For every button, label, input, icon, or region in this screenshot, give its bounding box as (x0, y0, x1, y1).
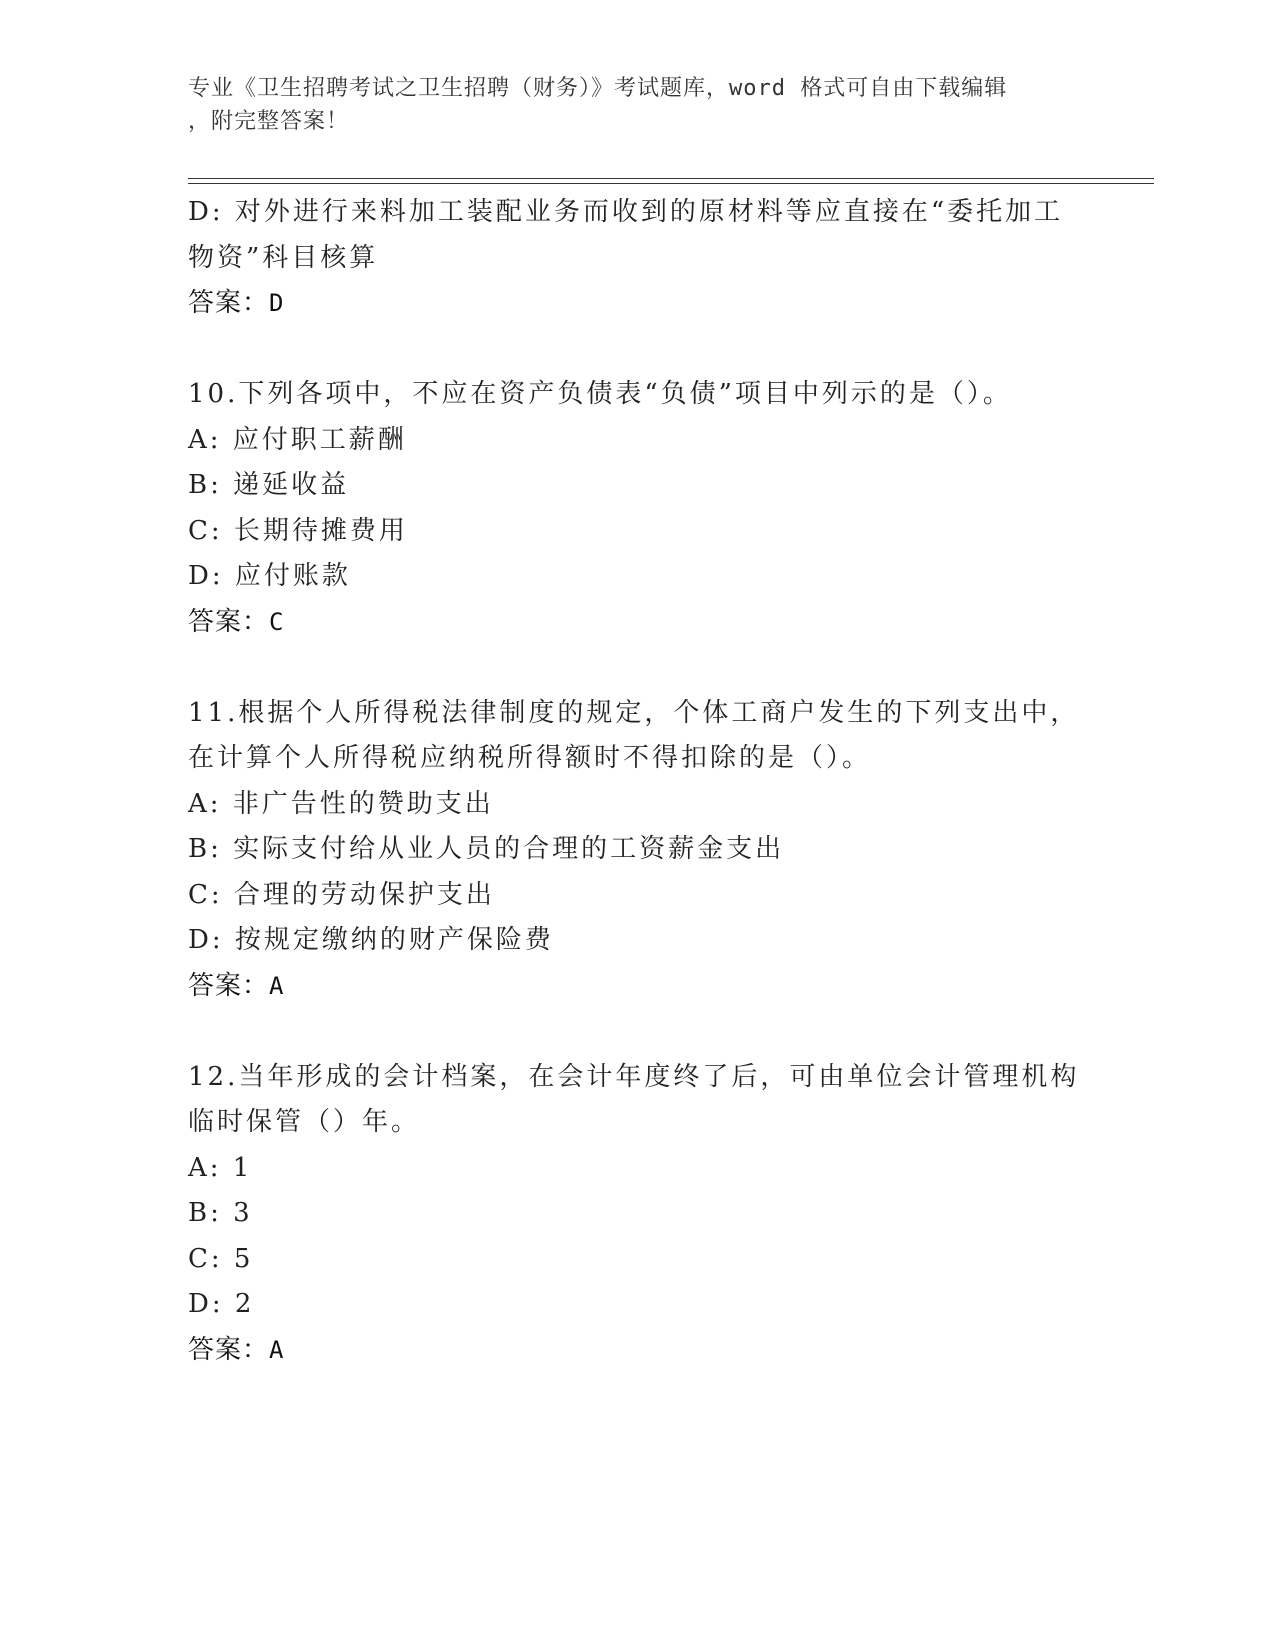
question-stem: 11.根据个人所得税法律制度的规定，个体工商户发生的下列支出中， (188, 697, 1080, 728)
option-text: 物资”科目核算 (188, 242, 379, 273)
question-block-12 (188, 1055, 1088, 1374)
option-c: C: 长期待摊费用 (188, 515, 408, 546)
option-b: B: 3 (188, 1198, 253, 1228)
option-d: D: 应付账款 (188, 561, 351, 591)
header-line-2: ，附完整答案！ (188, 109, 350, 134)
answer-value: A (269, 1335, 285, 1364)
spacer (188, 1009, 1088, 1055)
option-text: D: 对外进行来料加工装配业务而收到的原材料等应直接在“委托加工 (188, 197, 1064, 227)
answer-line (188, 600, 1088, 646)
header-divider-bottom (188, 183, 1154, 184)
spacer (188, 327, 1088, 373)
question-stem: 在计算个人所得税应纳税所得额时不得扣除的是（）。 (188, 743, 872, 773)
question-content (188, 190, 1088, 1373)
answer-line (188, 281, 1088, 327)
answer-value: A (269, 971, 285, 1000)
answer-line (188, 964, 1088, 1010)
option-a: A: 应付职工薪酬 (188, 424, 407, 455)
question-stem: 临时保管（）年。 (188, 1107, 421, 1137)
option-d: D: 2 (188, 1289, 255, 1319)
option-c: C: 合理的劳动保护支出 (188, 879, 495, 910)
question-stem: 10.下列各项中，不应在资产负债表“负债”项目中列示的是（）。 (188, 379, 1012, 409)
answer-value: C (269, 607, 285, 636)
option-a: A: 1 (188, 1152, 253, 1183)
option-b: B: 递延收益 (188, 470, 350, 500)
header-divider-top (188, 178, 1154, 179)
answer-label: 答案： (188, 288, 270, 318)
question-block-11 (188, 691, 1088, 1010)
answer-label: 答案： (188, 606, 270, 637)
answer-label: 答案： (188, 1334, 270, 1365)
answer-line (188, 1328, 1088, 1374)
option-d: D: 按规定缴纳的财产保险费 (188, 925, 554, 955)
spacer (188, 645, 1088, 691)
answer-value: D (269, 289, 285, 317)
option-c: C: 5 (188, 1243, 254, 1274)
question-block-10 (188, 372, 1088, 645)
question-stem: 12.当年形成的会计档案，在会计年度终了后，可由单位会计管理机构 (188, 1061, 1080, 1092)
answer-label: 答案： (188, 970, 270, 1001)
document-header (188, 72, 1068, 138)
question-block-9 (188, 190, 1088, 327)
option-b: B: 实际支付给从业人员的合理的工资薪金支出 (188, 834, 785, 864)
header-line-1: 专业《卫生招聘考试之卫生招聘（财务）》考试题库，word 格式可自由下载编辑 (188, 76, 1008, 101)
option-a: A: 非广告性的赞助支出 (188, 788, 494, 819)
